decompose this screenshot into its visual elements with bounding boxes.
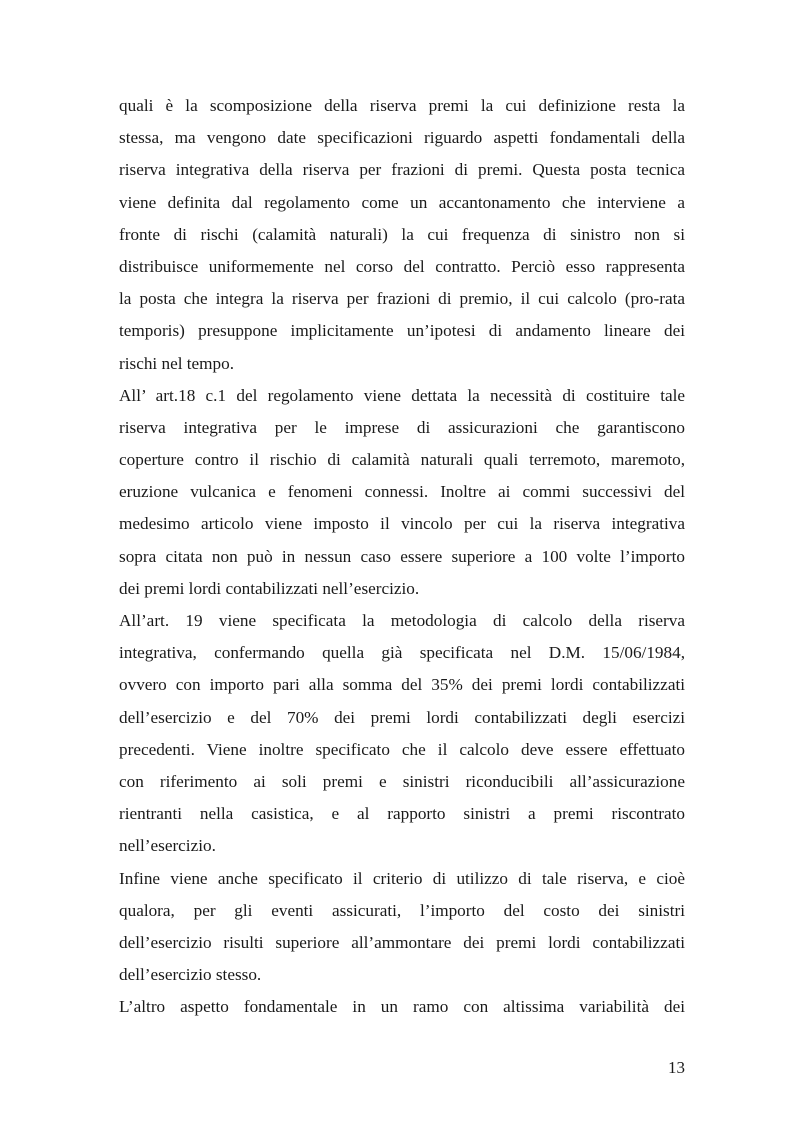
text-line: stessa, ma vengono date specificazioni riguardo aspetti fondamentali della xyxy=(119,128,685,148)
text-line: nell’esercizio. xyxy=(119,836,216,856)
paragraph xyxy=(119,863,685,992)
paragraph xyxy=(119,605,685,863)
text-line: dell’esercizio stesso. xyxy=(119,965,262,985)
text-line: dei premi lordi contabilizzati nell’esercizio. xyxy=(119,578,420,598)
paragraph xyxy=(119,380,685,605)
text-line: temporis) presuppone implicitamente un’ipotesi di andamento lineare dei xyxy=(119,321,685,341)
text-line: coperture contro il rischio di calamità naturali quali terremoto, maremoto, xyxy=(119,450,685,470)
document-body xyxy=(119,90,685,1023)
text-line: All’ art.18 c.1 del regolamento viene dettata la necessità di costituire tale xyxy=(119,385,685,405)
text-line: quali è la scomposizione della riserva premi la cui definizione resta la xyxy=(119,96,685,115)
text-line: distribuisce uniformemente nel corso del contratto. Perciò esso rappresenta xyxy=(119,256,685,276)
text-line: fronte di rischi (calamità naturali) la cui frequenza di sinistro non si xyxy=(119,224,685,244)
text-line: dell’esercizio e del 70% dei premi lordi contabilizzati degli esercizi xyxy=(119,707,685,727)
page-number: 13 xyxy=(668,1058,685,1077)
text-line: riserva integrativa per le imprese di assicurazioni che garantiscono xyxy=(119,417,685,437)
text-line: integrativa, confermando quella già specificata nel D.M. 15/06/1984, xyxy=(119,643,685,663)
text-line: Infine viene anche specificato il criterio di utilizzo di tale riserva, e cioè xyxy=(119,868,685,888)
text-line: dell’esercizio risulti superiore all’ammontare dei premi lordi contabilizzati xyxy=(119,932,685,952)
text-line: ovvero con importo pari alla somma del 35% dei premi lordi contabilizzati xyxy=(119,675,685,695)
text-line: L’altro aspetto fondamentale in un ramo con altissima variabilità dei xyxy=(119,997,685,1017)
text-line: qualora, per gli eventi assicurati, l’importo del costo dei sinistri xyxy=(119,900,685,920)
text-line: riserva integrativa della riserva per frazioni di premi. Questa posta tecnica xyxy=(119,160,685,180)
paragraph xyxy=(119,991,685,1023)
paragraph xyxy=(119,90,685,380)
text-line: precedenti. Viene inoltre specificato che il calcolo deve essere effettuato xyxy=(119,739,685,759)
text-line: medesimo articolo viene imposto il vincolo per cui la riserva integrativa xyxy=(119,514,685,534)
text-line: rientranti nella casistica, e al rapporto sinistri a premi riscontrato xyxy=(119,804,685,824)
text-line: eruzione vulcanica e fenomeni connessi. Inoltre ai commi successivi del xyxy=(119,482,685,502)
text-line: All’art. 19 viene specificata la metodologia di calcolo della riserva xyxy=(119,611,685,630)
text-line: rischi nel tempo. xyxy=(119,353,235,373)
text-line: con riferimento ai soli premi e sinistri riconducibili all’assicurazione xyxy=(119,771,685,791)
text-line: sopra citata non può in nessun caso essere superiore a 100 volte l’importo xyxy=(119,546,685,566)
text-line: viene definita dal regolamento come un accantonamento che interviene a xyxy=(119,192,685,212)
text-line: la posta che integra la riserva per frazioni di premio, il cui calcolo (pro-rata xyxy=(119,289,685,309)
